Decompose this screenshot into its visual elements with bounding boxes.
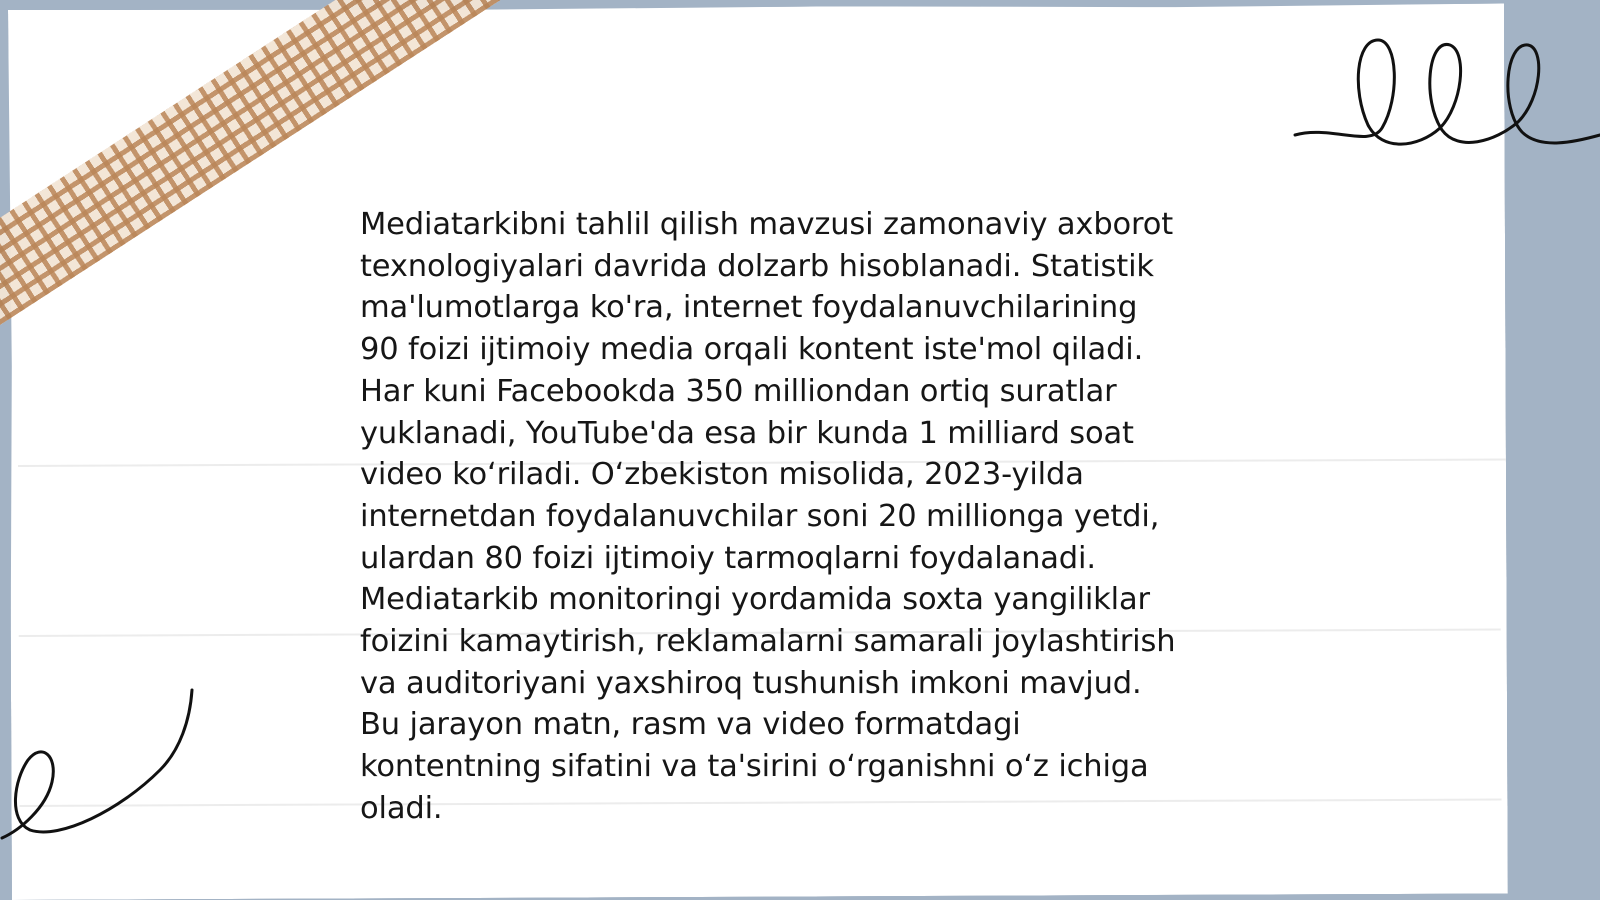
loop-scribble-icon [1290, 30, 1600, 165]
slide-body-text: Mediatarkibni tahlil qilish mavzusi zamonaviy axborot texnologiyalari davrida dolzarb hisoblanadi. Statistik ma'lumotlarga ko'ra, internet foydalanuvchilarining 90 foizi ijtimoiy media orqali kontent iste'mol qiladi. Har kuni Facebookda 350 milliondan ortiq suratlar yuklanadi, YouTube'da esa bir kunda 1 milliard soat video koʻriladi. Oʻzbekiston misolida, 2023-yilda internetdan foydalanuvchilar soni 20 millionga yetdi, ulardan 80 foizi ijtimoiy tarmoqlarni foydalanadi. Mediatarkib monitoringi yordamida soxta yangiliklar foizini kamaytirish, reklamalarni samarali joylashtirish va auditoriyani yaxshiroq tushunish imkoni mavjud. Bu jarayon matn, rasm va video formatdagi kontentning sifatini va ta'sirini oʻrganishni oʻz ichiga oladi. [360, 207, 1176, 826]
swoosh-scribble-icon [0, 690, 200, 850]
